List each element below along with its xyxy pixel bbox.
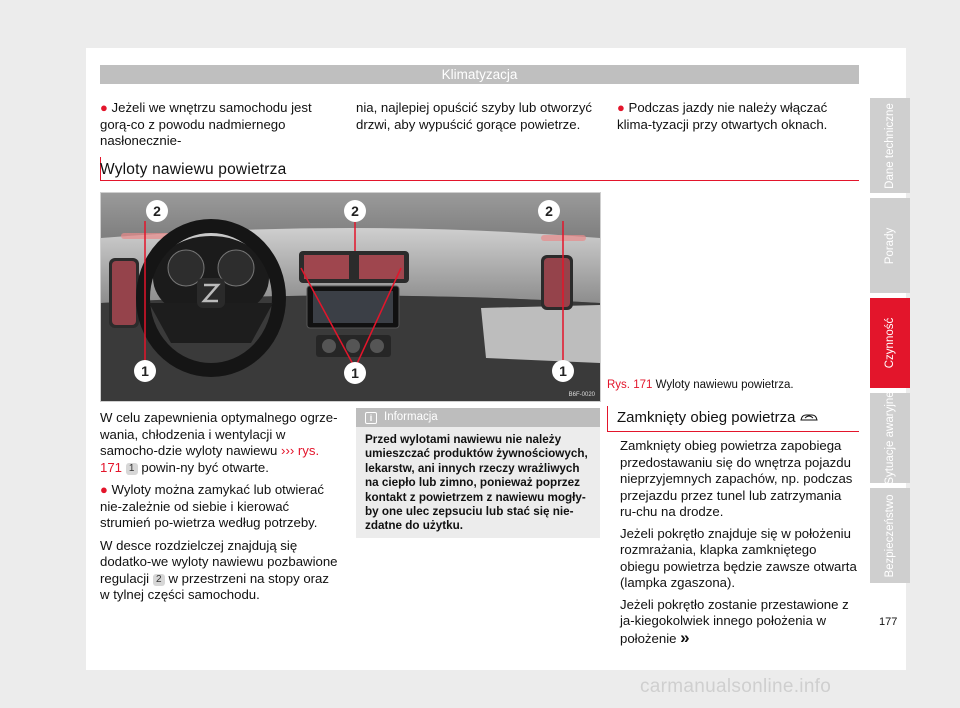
info-box [356,408,600,538]
callout-number: 1 [126,463,138,475]
figure-code: B6F-0020 [568,392,595,398]
svg-text:2: 2 [153,203,161,219]
bullet-icon: ● [617,100,625,115]
callout-number: 2 [153,574,165,586]
dashboard-illustration [101,193,600,401]
intro-column-2 [356,100,596,133]
tab-label: Czynność [884,317,896,369]
watermark: carmanualsonline.info [640,676,832,697]
paragraph [100,538,340,604]
left-vent [112,261,136,325]
svg-text:1: 1 [559,363,567,379]
tab-sytuacje-awaryjne[interactable] [870,393,910,483]
info-header [356,408,600,427]
glovebox [481,305,600,363]
paragraph-text: w przestrzeni na stopy oraz w tylnej części samochodu. [100,570,329,602]
paragraph: Zamknięty obieg powietrza zapobiega przedostawaniu się do wnętrza pojazdu nieprzyjemnych zapachów, np. podczas przejazdu przez tunel lub zatrzymania ru-chu na drodze. [620,438,853,519]
callout-2-left [146,200,168,222]
callout-2-right [538,200,560,222]
body-left-column [100,410,340,604]
tab-label: Sytuacje awaryjne [884,391,896,485]
continue-icon: » [680,627,690,647]
svg-text:2: 2 [351,203,359,219]
reference-text: rys. 171 [100,443,320,475]
paragraph-text: powin-ny być otwarte. [141,459,269,475]
tab-porady[interactable] [870,198,910,293]
tab-dane-techniczne[interactable] [870,98,910,193]
tab-label: Bezpieczeństwo [884,493,896,578]
svg-text:1: 1 [141,363,149,379]
subsection-title [617,409,818,426]
figure-caption [607,379,794,391]
paragraph-text: Wyloty można zamykać lub otwierać nie-zależnie od siebie i kierować strumień po-wietrza według potrzeby. [100,482,324,530]
intro-text-3: Podczas jazdy nie należy włączać klima-tyzacji przy otwartych oknach. [617,100,828,132]
paragraph-text: Jeżeli pokrętło zostanie przestawione z ja-kiegokolwiek innego położenia w położenie [620,596,849,646]
svg-text:2: 2 [545,203,553,219]
figure-ref: Rys. 171 [607,379,653,391]
subsection-title-text: Zamknięty obieg powietrza [617,409,796,426]
tab-label: Porady [884,227,896,264]
subsection-marker [607,406,608,432]
subsection-divider [607,431,859,432]
tab-label: Dane techniczne [884,102,896,189]
info-text: Przed wylotami nawiewu nie należy umieszczać produktów żywnościowych, lekarstw, ani innych rzeczy wrażliwych na ciepło lub zimno, ponieważ poprzez kontakt z powietrzem z nawiewu mogły-by one ulec zepsuciu lub stać się nie-zdatne do użytku. [365,433,588,533]
bullet-icon: ● [100,100,108,115]
paragraph [100,410,340,476]
paragraph: Jeżeli pokrętło znajduje się w położeniu rozmrażania, klapka zamkniętego obiegu powietrza będzie zawsze otwarta (lampka zgaszona). [620,525,857,590]
paragraph-text: W celu zapewnienia optymalnego ogrze-wania, chłodzenia i wentylacji w samocho-dzie wyloty nawiewu [100,410,338,458]
callout-1-right [552,360,574,382]
info-icon: i [365,412,377,424]
section-title: Wyloty nawiewu powietrza [100,161,287,178]
body-right-column [620,438,858,647]
section-divider [100,180,859,181]
paragraph [620,597,858,648]
recirculation-car-icon [800,412,818,422]
bullet-icon: ● [100,482,108,497]
paragraph-text: W desce rozdzielczej znajdują się dodatko-we wyloty nawiewu pozbawione regulacji [100,537,338,586]
arrow-icon: ››› [281,443,295,458]
intro-column-3 [617,100,857,133]
page-number: 177 [879,616,898,628]
paragraph [100,482,340,532]
right-vent [544,258,570,307]
callout-1-center [344,362,366,384]
intro-text-2: nia, najlepiej opuścić szyby lub otworzyć drzwi, aby wypuścić gorące powietrze. [356,100,593,132]
figure-caption-text: Wyloty nawiewu powietrza. [655,379,794,391]
info-label: Informacja [384,411,438,423]
tab-czynnosc[interactable] [870,298,910,388]
svg-text:1: 1 [351,365,359,381]
intro-text-1: Jeżeli we wnętrzu samochodu jest gorą-co z powodu nadmiernego nasłonecznie- [100,100,312,148]
chapter-header: Klimatyzacja [100,65,859,84]
tab-bezpieczenstwo[interactable] [870,488,910,583]
callout-1-left [134,360,156,382]
callout-2-center [344,200,366,222]
dashboard-figure [100,192,601,402]
intro-column-1 [100,100,340,150]
